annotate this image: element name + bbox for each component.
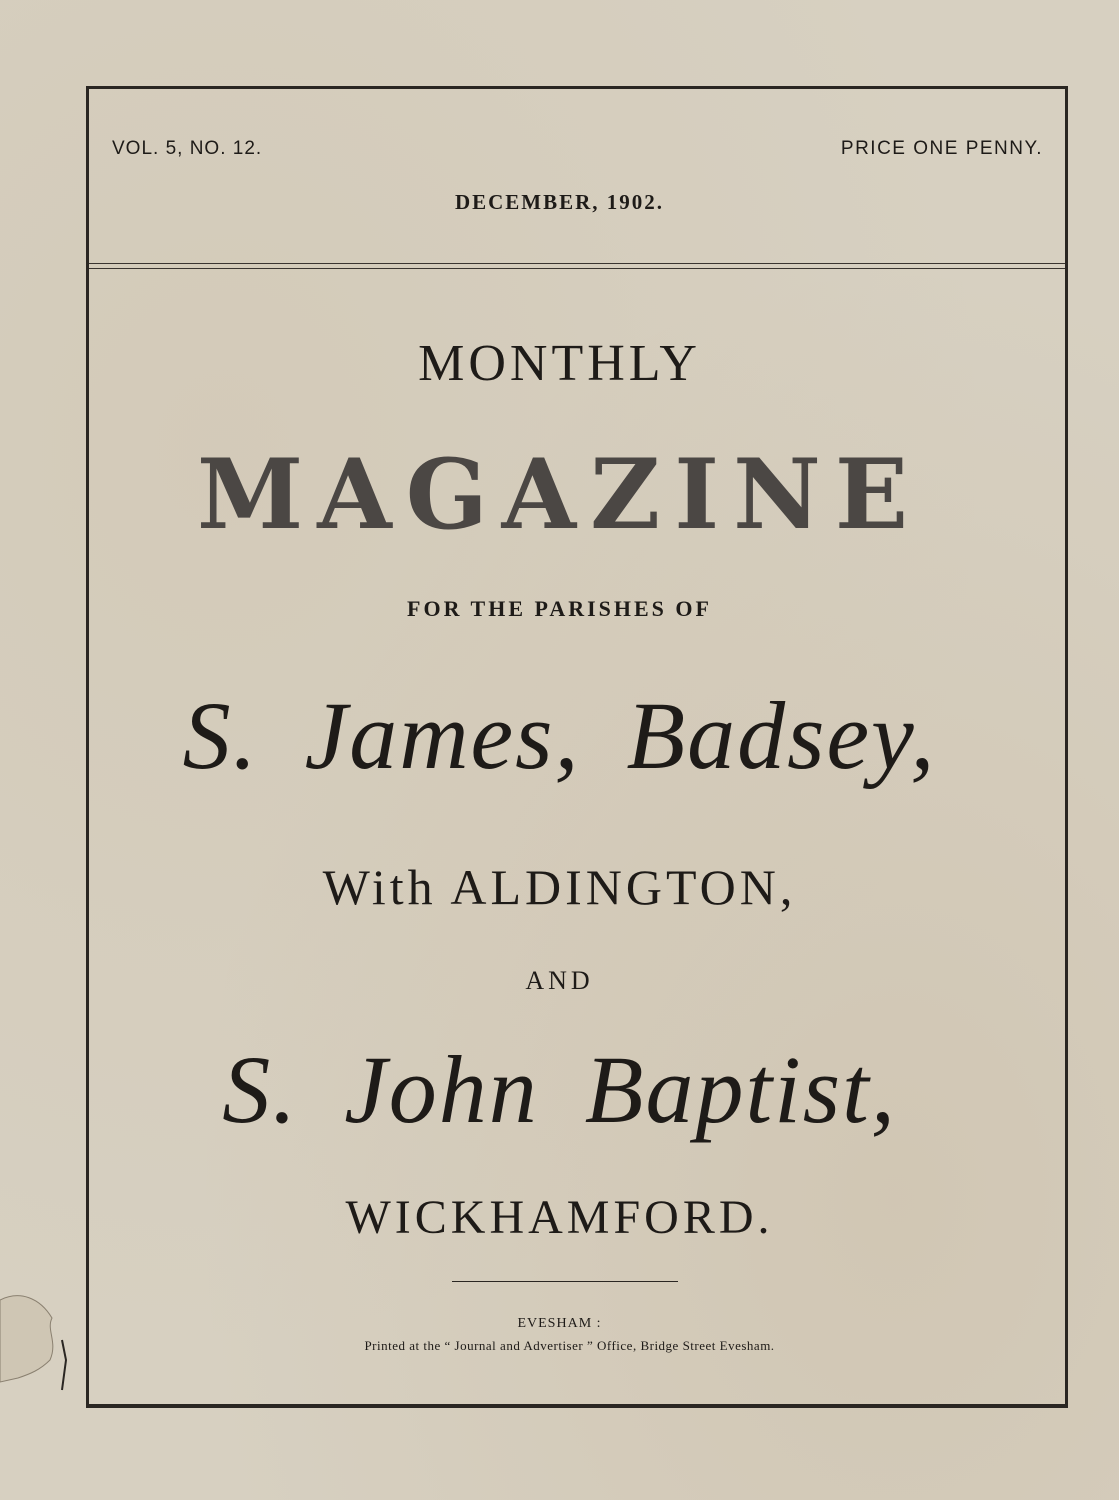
conjunction-and: AND <box>525 966 594 995</box>
title-magazine: MAGAZINE <box>196 438 923 551</box>
imprint-printer: Printed at the “ Journal and Advertiser ” Office, Bridge Street Evesham. <box>364 1338 775 1353</box>
parish-john-baptist: S. John Baptist, <box>222 1036 897 1143</box>
issue-date: DECEMBER, 1902. <box>454 190 665 214</box>
title-monthly: MONTHLY <box>418 335 701 392</box>
parish-aldington: With ALDINGTON, <box>322 859 797 915</box>
imprint-divider <box>452 1281 678 1282</box>
parish-badsey: S. James, Badsey, <box>182 682 937 789</box>
price-label: PRICE ONE PENNY. <box>840 138 1043 159</box>
torn-edge <box>0 1290 80 1500</box>
title-subtitle: FOR THE PARISHES OF <box>407 596 712 621</box>
parish-wickhamford: WICKHAMFORD. <box>345 1191 774 1244</box>
imprint-city: EVESHAM : <box>517 1316 602 1331</box>
volume-number: VOL. 5, NO. 12. <box>112 138 263 159</box>
header-divider <box>89 263 1065 269</box>
